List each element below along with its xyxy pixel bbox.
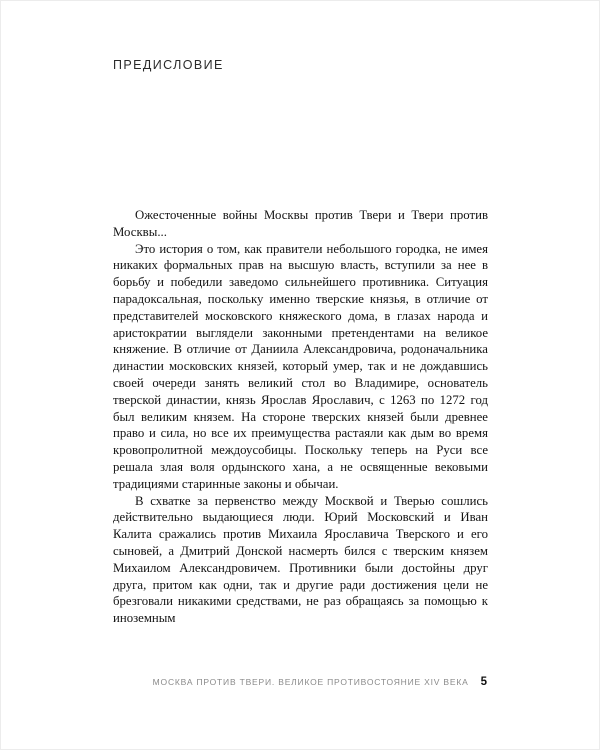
paragraph: Это история о том, как правители небольшого городка, не имея никаких формальных прав на высшую власть, вступили за нее в борьбу и победили заведомо сильнейшего противника. Ситуация парадоксальная, поскольку именно тверские князья, в отличие от представителей московского княжеского дома, в глазах народа и аристократии выглядели законными претендентами на великое княжение. В отличие от Даниила Александровича, родоначальника династии московских князей, который умер, так и не дождавшись своей очереди занять великий стол во Владимире, основатель тверской династии, князь Ярослав Ярославич, с 1263 по 1272 год был великим князем. На стороне тверских князей были древнее право и сила, но все их преимущества растаяли как дым во время кровопролитной междоусобицы. Поскольку теперь на Руси все решала злая воля ордынского хана, а не освященные вековыми традициями старинные законы и обычаи. bbox=[113, 241, 488, 491]
page-number: 5 bbox=[480, 676, 487, 688]
body-text bbox=[113, 207, 488, 627]
paragraph: Ожесточенные войны Москвы против Твери и Твери против Москвы... bbox=[113, 208, 488, 239]
running-title: МОСКВА ПРОТИВ ТВЕРИ. ВЕЛИКОЕ ПРОТИВОСТОЯНИЕ XIV ВЕКА bbox=[152, 677, 469, 687]
chapter-heading: ПРЕДИСЛОВИЕ bbox=[113, 58, 224, 72]
paragraph: В схватке за первенство между Москвой и Тверью сошлись действительно выдающиеся люди. Юрий Московский и Иван Калита сражались против Михаила Ярославича Тверского и его сыновей, а Дмитрий Донской насмерть бился с тверским князем Михаилом Александровичем. Противники были достойны друг друга, притом как одни, так и другие ради достижения цели не брезговали никакими средствами, не раз обращаясь за помощью к иноземным bbox=[113, 493, 488, 626]
page-footer bbox=[153, 676, 487, 688]
